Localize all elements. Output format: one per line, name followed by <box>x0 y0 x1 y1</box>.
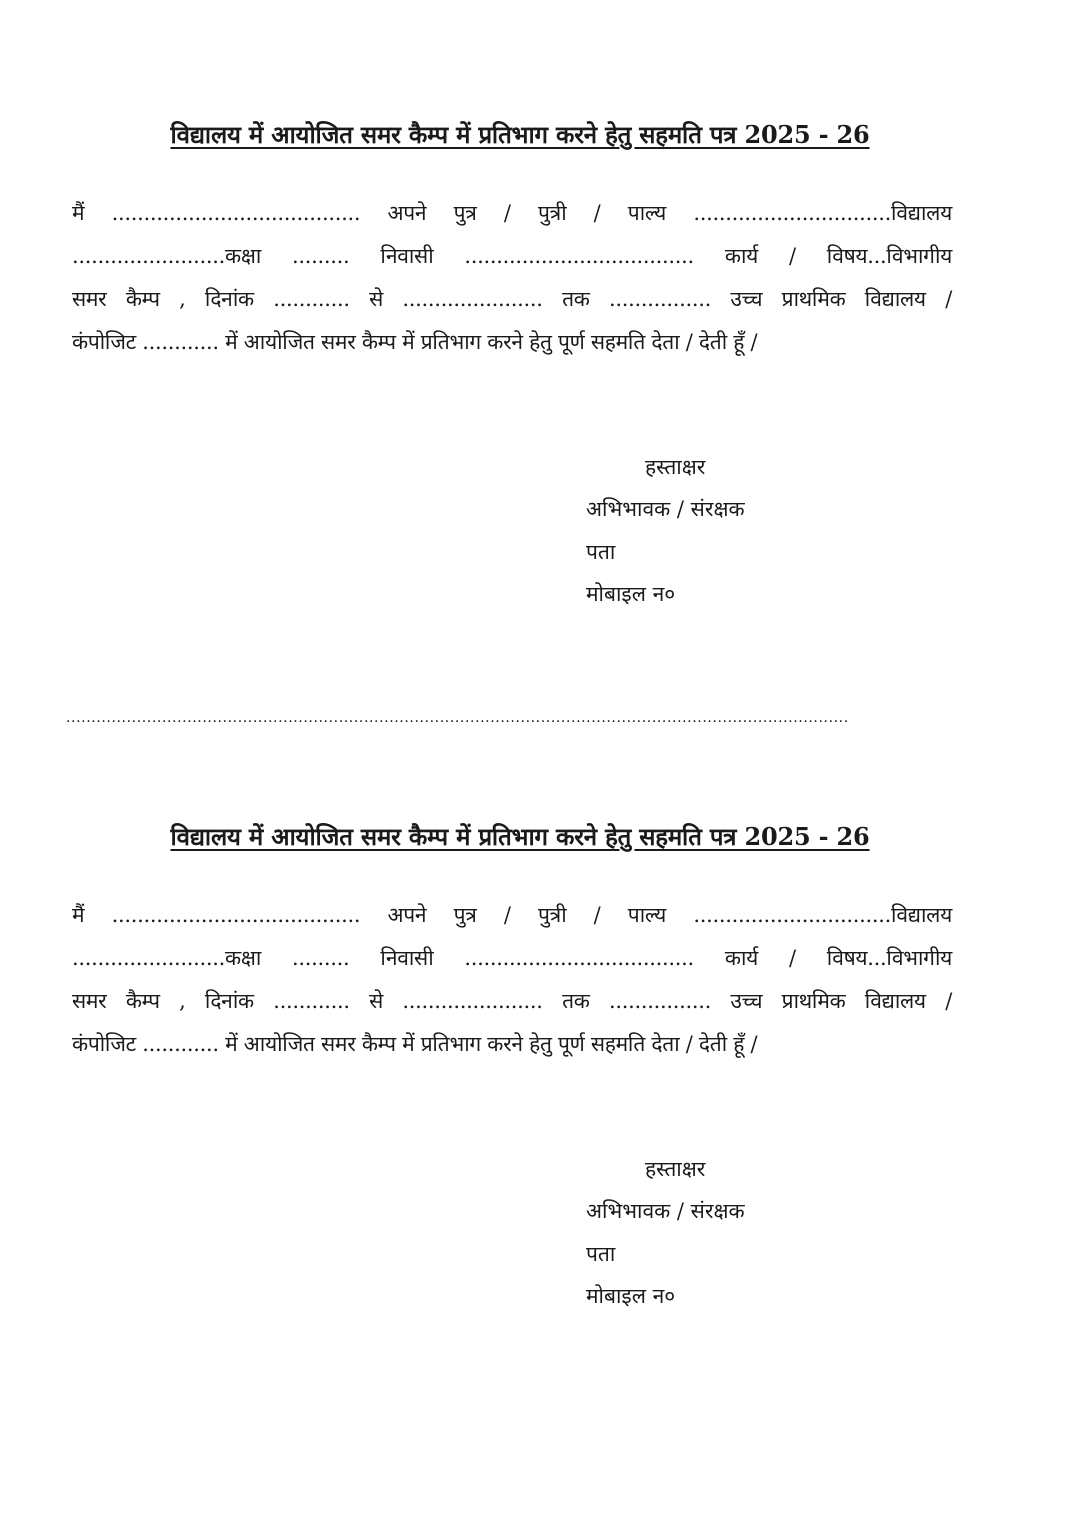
form-body-line-1: मैं ....................................... अपने पुत्र / पुत्री / पाल्य ...............................विद्यालय <box>72 201 952 225</box>
form-body-line-1: मैं ....................................... अपने पुत्र / पुत्री / पाल्य ...............................विद्यालय <box>72 903 952 927</box>
mobile-label: मोबाइल न० <box>586 1284 676 1308</box>
form-body-line-3: समर कैम्प , दिनांक ............ से ...................... तक ................ उच्च प्राथमिक विद्यालय / <box>72 989 952 1013</box>
dotted-cut-line: ........................................................................................................................................................... <box>66 710 849 726</box>
form-body-line-4: कंपोजिट ............ में आयोजित समर कैम्प में प्रतिभाग करने हेतु पूर्ण सहमति देता / देती हूँ / <box>72 1032 758 1056</box>
signature-label: हस्ताक्षर <box>645 1157 706 1181</box>
address-label: पता <box>586 1242 616 1266</box>
signature-label: हस्ताक्षर <box>645 455 706 479</box>
form-title: विद्यालय में आयोजित समर कैम्प में प्रतिभाग करने हेतु सहमति पत्र 2025 - 26 <box>170 120 870 149</box>
address-label: पता <box>586 540 616 564</box>
guardian-label: अभिभावक / संरक्षक <box>586 497 745 521</box>
form-body-line-3: समर कैम्प , दिनांक ............ से ...................... तक ................ उच्च प्राथमिक विद्यालय / <box>72 287 952 311</box>
guardian-label: अभिभावक / संरक्षक <box>586 1199 745 1223</box>
mobile-label: मोबाइल न० <box>586 582 676 606</box>
form-body-line-2: ........................कक्षा ......... निवासी .................................... कार्य / विषय...विभागीय <box>72 244 952 268</box>
consent-form-1 <box>0 0 1080 606</box>
form-body-line-4: कंपोजिट ............ में आयोजित समर कैम्प में प्रतिभाग करने हेतु पूर्ण सहमति देता / देती हूँ / <box>72 330 758 354</box>
consent-form-2 <box>0 702 1080 1308</box>
form-title: विद्यालय में आयोजित समर कैम्प में प्रतिभाग करने हेतु सहमति पत्र 2025 - 26 <box>170 822 870 851</box>
form-body-line-2: ........................कक्षा ......... निवासी .................................... कार्य / विषय...विभागीय <box>72 946 952 970</box>
